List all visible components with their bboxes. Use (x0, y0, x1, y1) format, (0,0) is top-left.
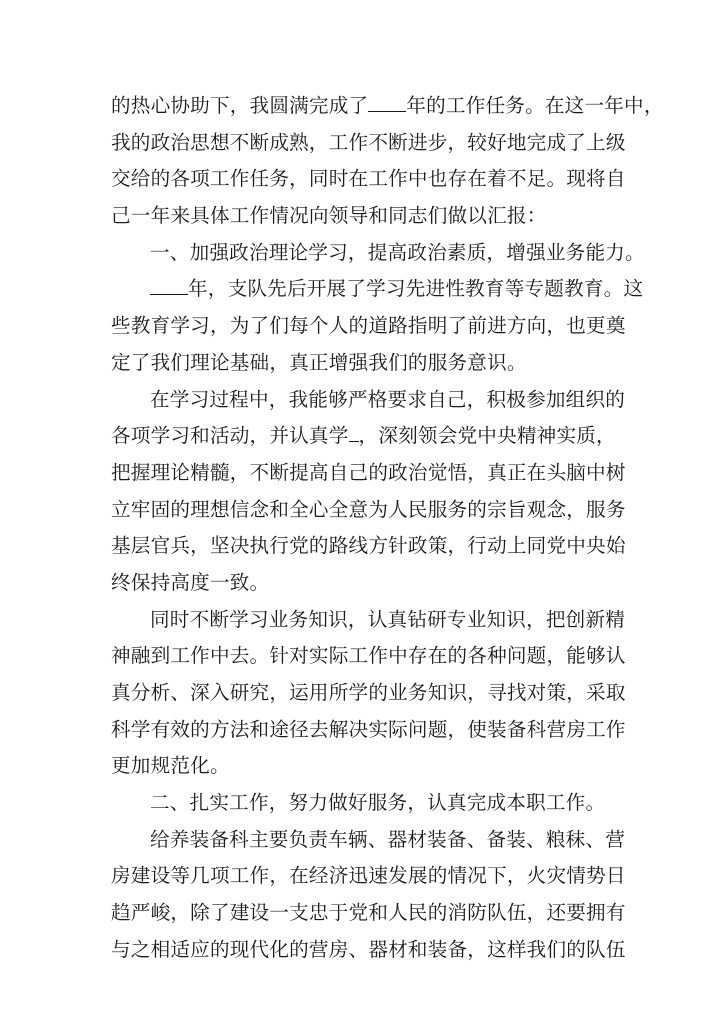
text-line (111, 822, 627, 859)
text-segment: 与之相适应的现代化的营房、器材和装备，这样我们的队伍 (111, 937, 626, 961)
text-line (111, 125, 627, 162)
text-segment: 把握理论精髓，不断提高自己的政治觉悟，真正在头脑中树 (111, 460, 626, 484)
text-line (111, 345, 627, 382)
text-line (111, 492, 627, 529)
text-segment: 我的政治思想不断成熟，工作不断进步，较好地完成了上级 (111, 130, 626, 154)
text-line (111, 418, 627, 455)
text-line (111, 858, 627, 895)
fill-in-blank (349, 425, 359, 442)
text-segment: ，深刻领会党中央精神实质， (358, 424, 616, 448)
text-segment: 二、扎实工作，努力做好服务，认真完成本职工作。 (150, 791, 606, 815)
text-segment: 交给的各项工作任务，同时在工作中也存在着不足。现将自 (111, 167, 626, 191)
text-line (111, 455, 627, 492)
fill-in-blank (368, 95, 406, 112)
text-line (111, 748, 627, 785)
text-segment: 神融到工作中去。针对实际工作中存在的各种问题，能够认 (111, 644, 626, 668)
text-segment: 科学有效的方法和途径去解决实际问题，使装备科营房工作 (111, 717, 626, 741)
text-segment: 房建设等几项工作，在经济迅速发展的情况下，火灾情势日 (111, 864, 626, 888)
text-segment: 定了我们理论基础，真正增强我们的服务意识。 (111, 350, 527, 374)
text-line (111, 382, 627, 419)
text-segment: 的热心协助下，我圆满完成了 (111, 94, 369, 117)
text-line (111, 88, 664, 125)
text-line (111, 602, 627, 639)
text-line (111, 235, 645, 272)
text-segment: 给养装备科主要负责车辆、器材装备、备装、粮秣、营 (150, 827, 626, 851)
text-segment: 趋严峻，除了建设一支忠于党和人民的消防队伍，还要拥有 (111, 901, 626, 925)
fill-in-blank (150, 278, 188, 295)
text-line (111, 528, 627, 565)
text-line (111, 895, 627, 932)
text-line (111, 785, 627, 822)
text-segment: 立牢固的理想信念和全心全意为人民服务的宗旨观念，服务 (111, 497, 626, 521)
text-line (111, 271, 644, 308)
text-segment: 年，支队先后开展了学习先进性教育等专题教育。这 (188, 277, 644, 301)
text-line (111, 565, 627, 602)
text-line (111, 932, 627, 969)
text-segment: 在学习过程中，我能够严格要求自己，积极参加组织的 (150, 387, 626, 411)
text-segment: 己一年来具体工作情况向领导和同志们做以汇报： (111, 204, 547, 228)
text-line (111, 308, 627, 345)
text-line (111, 198, 627, 235)
document-body (111, 88, 664, 969)
text-segment: 真分析、深入研究，运用所学的业务知识，寻找对策，采取 (111, 681, 626, 704)
text-segment: 各项学习和活动，并认真学 (111, 424, 349, 448)
text-segment: 基层官兵，坚决执行党的路线方针政策，行动上同党中央始 (111, 534, 626, 558)
text-line (111, 712, 627, 749)
text-segment: 年的工作任务。在这一年中， (406, 94, 664, 117)
text-segment: 更加规范化。 (111, 754, 230, 778)
text-segment: 些教育学习，为了们每个人的道路指明了前进方向，也更奠 (111, 314, 626, 338)
text-segment: 同时不断学习业务知识，认真钻研专业知识，把创新精 (150, 607, 626, 631)
text-segment: 终保持高度一致。 (111, 570, 270, 594)
text-line (111, 675, 627, 712)
text-line (111, 638, 627, 675)
text-segment: 一、加强政治理论学习，提高政治素质，增强业务能力。 (150, 240, 645, 264)
text-line (111, 161, 627, 198)
